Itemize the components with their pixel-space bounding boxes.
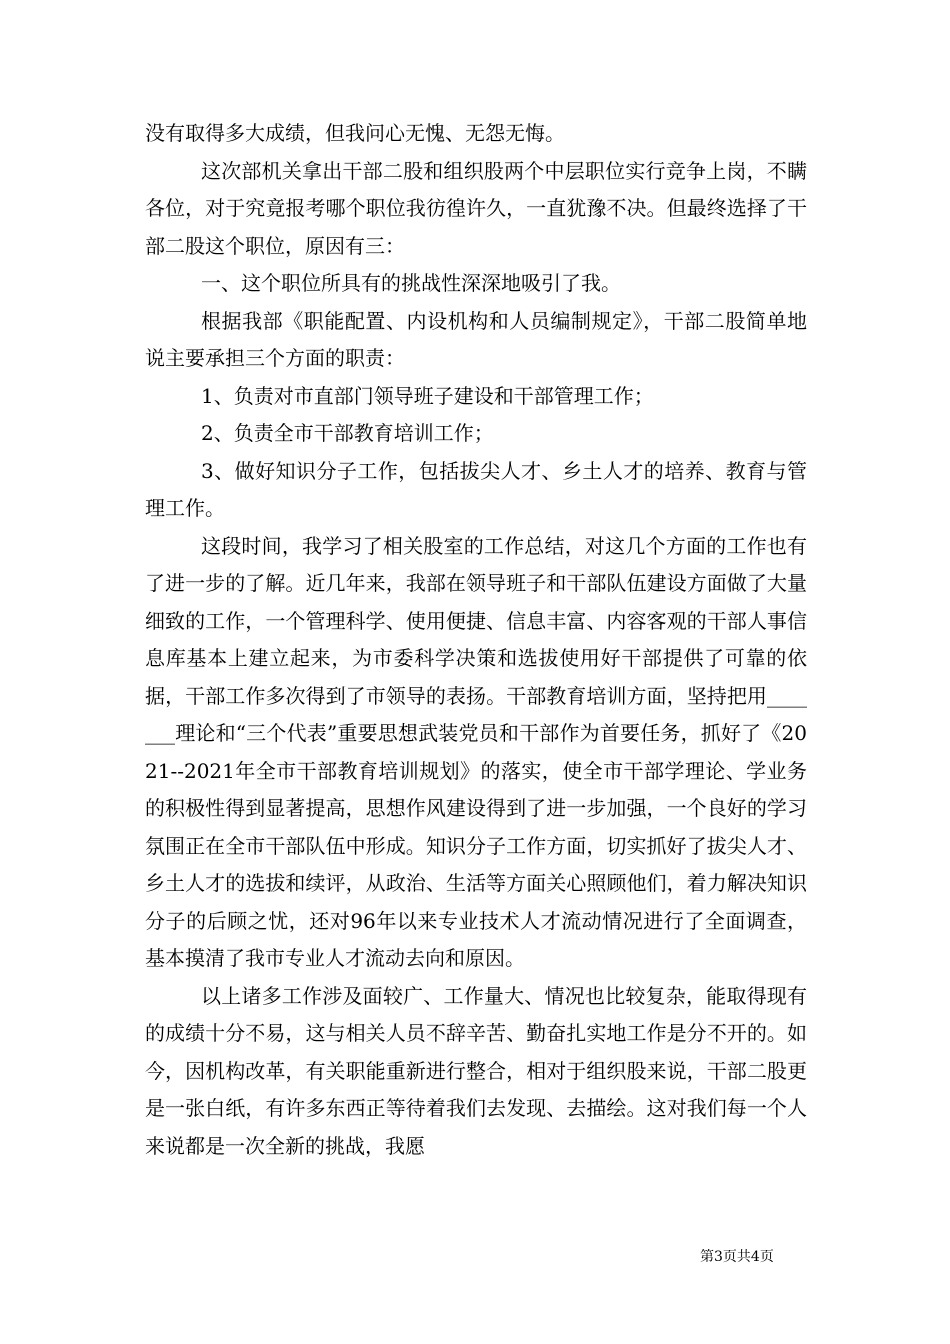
paragraph-duties-intro: 根据我部《职能配置、内设机构和人员编制规定》，干部二股简单地说主要承担三个方面的职责： bbox=[145, 308, 807, 370]
document-body bbox=[145, 115, 807, 1165]
paragraph-duty-3: 3、做好知识分子工作，包括拔尖人才、乡土人才的培养、教育与管理工作。 bbox=[145, 458, 807, 520]
page-number: 第3页共4页 bbox=[700, 1249, 774, 1265]
paragraph-intro: 这次部机关拿出干部二股和组织股两个中层职位实行竞争上岗，不瞒各位，对于究竟报考哪个职位我彷徨许久，一直犹豫不决。但最终选择了干部二股这个职位，原因有三： bbox=[145, 158, 807, 258]
paragraph-duty-2: 2、负责全市干部教育培训工作； bbox=[201, 421, 494, 445]
paragraph-challenge: 以上诸多工作涉及面较广、工作量大、情况也比较复杂，能取得现有的成绩十分不易，这与相关人员不辞辛苦、勤奋扎实地工作是分不开的。如今，因机构改革，有关职能重新进行整合，相对于组织股来说，干部二股更是一张白纸，有许多东西正等待着我们去发现、去描绘。这对我们每一个人来说都是一次全新的挑战，我愿 bbox=[145, 983, 807, 1158]
paragraph-reason-one: 一、这个职位所具有的挑战性深深地吸引了我。 bbox=[201, 271, 621, 295]
paragraph-continuation: 没有取得多大成绩，但我问心无愧、无怨无悔。 bbox=[145, 121, 565, 145]
paragraph-work-summary: 这段时间，我学习了相关股室的工作总结，对这几个方面的工作也有了进一步的了解。近几年来，我部在领导班子和干部队伍建设方面做了大量细致的工作，一个管理科学、使用便捷、信息丰富、内容客观的干部人事信息库基本上建立起来，为市委科学决策和选拔使用好干部提供了可靠的依据，干部工作多次得到了市领导的表扬。干部教育培训方面，坚持把用_______理论和“三个代表”重要思想武装党员和干部作为首要任务，抓好了《2021--2021年全市干部教育培训规划》的落实，使全市干部学理论、学业务的积极性得到显著提高，思想作风建设得到了进一步加强，一个良好的学习氛围正在全市干部队伍中形成。知识分子工作方面，切实抓好了拔尖人才、乡土人才的选拔和续评，从政治、生活等方面关心照顾他们，着力解决知识分子的后顾之忧，还对96年以来专业技术人才流动情况进行了全面调查，基本摸清了我市专业人才流动去向和原因。 bbox=[145, 533, 807, 970]
paragraph-duty-1: 1、负责对市直部门领导班子建设和干部管理工作； bbox=[201, 383, 654, 408]
